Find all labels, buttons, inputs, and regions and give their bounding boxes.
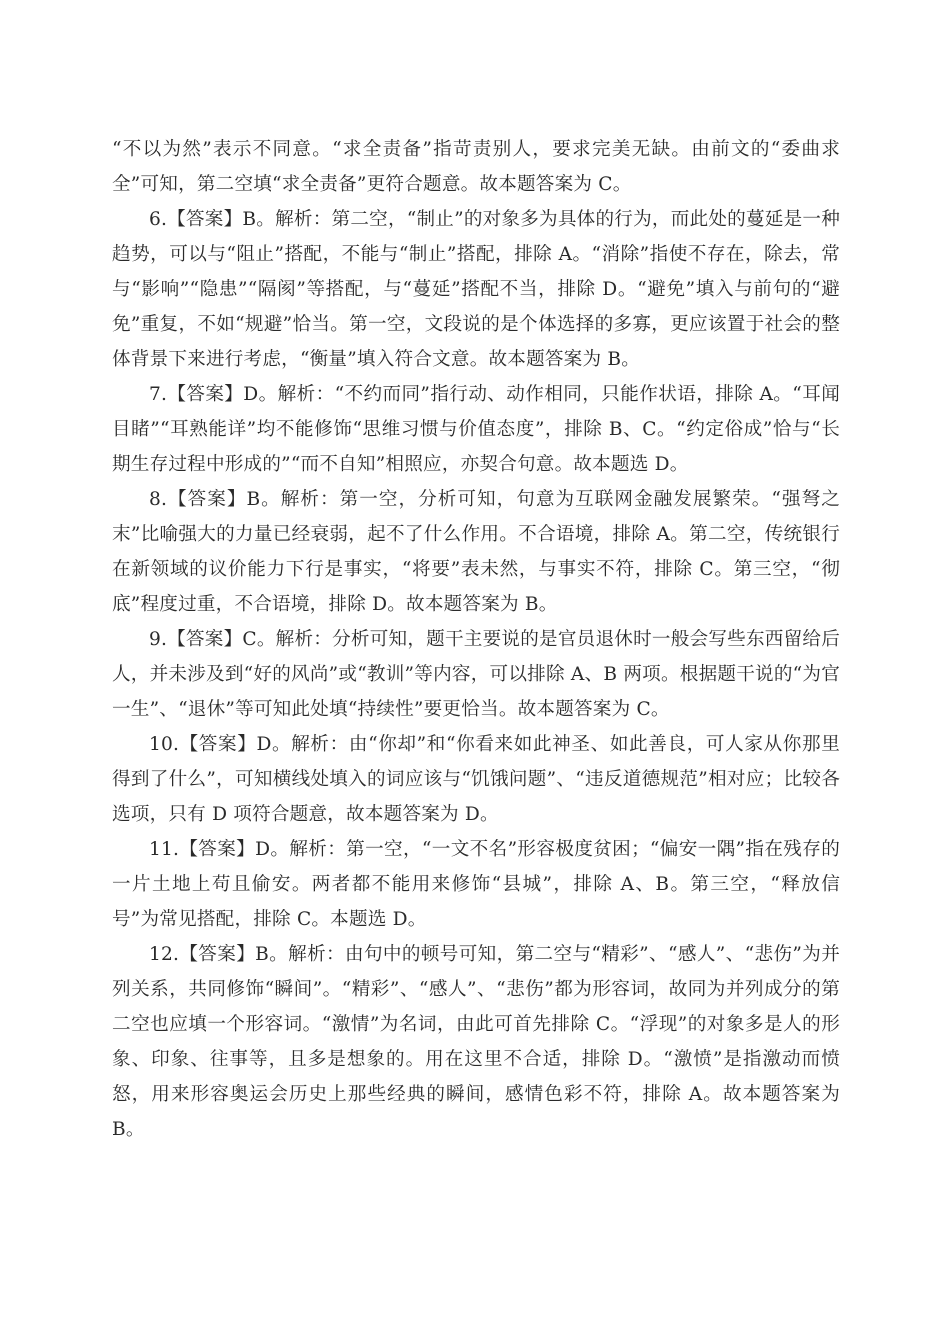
paragraph-q6: 6.【答案】B。解析：第二空，“制止”的对象多为具体的行为，而此处的蔓延是一种趋势，可以与“阻止”搭配，不能与“制止”搭配，排除 A。“消除”指使不存在，除去，常与“影响”“隐患”“隔阂”等搭配，与“蔓延”搭配不当，排除 D。“避免”填入与前句的“避免”重复，不如“规避”恰当。第一空，文段说的是个体选择的多寡，更应该置于社会的整体背景下来进行考虑，“衡量”填入符合文意。故本题答案为 B。 (112, 209, 840, 370)
paragraph-q7: 7.【答案】D。解析：“不约而同”指行动、动作相同，只能作状语，排除 A。“耳闻目睹”“耳熟能详”均不能修饰“思维习惯与价值态度”，排除 B、C。“约定俗成”恰与“长期生存过程中形成的”“而不自知”相照应，亦契合句意。故本题选 D。 (112, 384, 840, 475)
answer-explanations (112, 132, 840, 1147)
paragraph-q11: 11.【答案】D。解析：第一空，“一文不名”形容极度贫困；“偏安一隅”指在残存的一片土地上苟且偷安。两者都不能用来修饰“县城”，排除 A、B。第三空，“释放信号”为常见搭配，排除 C。本题选 D。 (112, 839, 840, 930)
paragraph-q9: 9.【答案】C。解析：分析可知，题干主要说的是官员退休时一般会写些东西留给后人，并未涉及到“好的风尚”或“教训”等内容，可以排除 A、B 两项。根据题干说的“为官一生”、“退休”等可知此处填“持续性”要更恰当。故本题答案为 C。 (112, 629, 840, 720)
paragraph-q12: 12.【答案】B。解析：由句中的顿号可知，第二空与“精彩”、“感人”、“悲伤”为并列关系，共同修饰“瞬间”。“精彩”、“感人”、“悲伤”都为形容词，故同为并列成分的第二空也应填一个形容词。“激情”为名词，由此可首先排除 C。“浮现”的对象多是人的形象、印象、往事等，且多是想象的。用在这里不合适，排除 D。“激愤”是指激动而愤怒，用来形容奥运会历史上那些经典的瞬间，感情色彩不符，排除 A。故本题答案为 B。 (112, 944, 840, 1140)
paragraph-q5-continuation: “不以为然”表示不同意。“求全责备”指苛责别人，要求完美无缺。由前文的“委曲求全”可知，第二空填“求全责备”更符合题意。故本题答案为 C。 (112, 139, 840, 195)
paragraph-q10: 10.【答案】D。解析：由“你却”和“你看来如此神圣、如此善良，可人家从你那里得到了什么”，可知横线处填入的词应该与“饥饿问题”、“违反道德规范”相对应；比较各选项，只有 D 项符合题意，故本题答案为 D。 (112, 734, 840, 825)
paragraph-q8: 8.【答案】B。解析：第一空，分析可知，句意为互联网金融发展繁荣。“强弩之末”比喻强大的力量已经衰弱，起不了什么作用。不合语境，排除 A。第二空，传统银行在新领域的议价能力下行是事实，“将要”表未然，与事实不符，排除 C。第三空，“彻底”程度过重，不合语境，排除 D。故本题答案为 B。 (112, 489, 840, 615)
